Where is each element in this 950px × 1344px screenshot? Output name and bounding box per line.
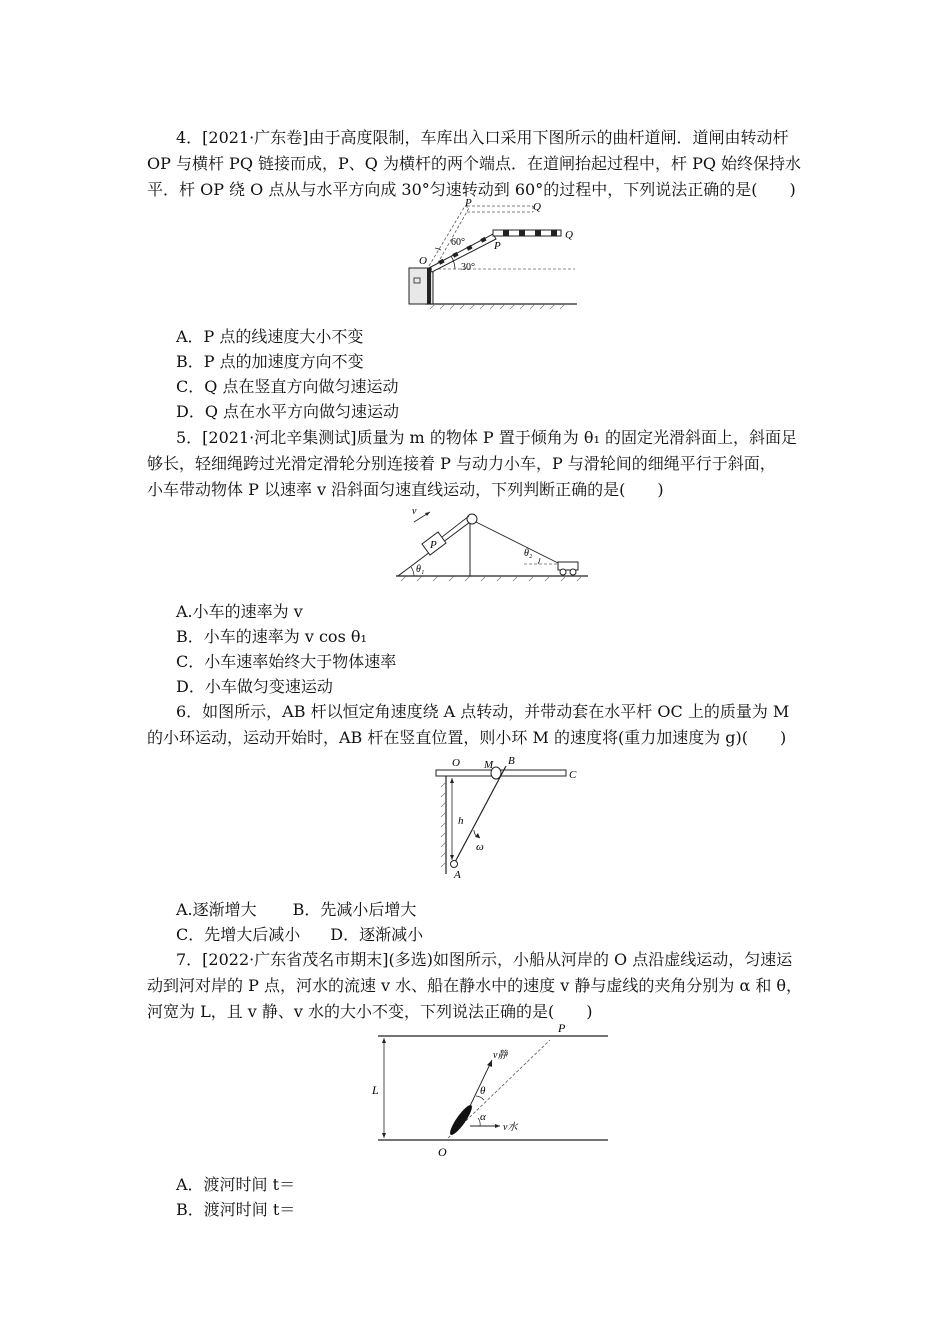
q4-gate-figure: [405, 198, 580, 310]
q6-options-row-2: [176, 923, 836, 947]
q5-option-b: B．小车的速率为 v cos θ₁: [176, 627, 367, 646]
q6-ring-figure: [432, 752, 584, 880]
q7-label-l: L: [372, 1083, 379, 1097]
q7-label-alpha: α: [480, 1111, 486, 1123]
q6-label-b: B: [508, 755, 515, 767]
q5-option-a: A.小车的速率为 v: [176, 602, 303, 621]
q6-option-d: D．逐渐减小: [330, 925, 424, 944]
q7-text-line-3: 河宽为 L，且 v 静、v 水的大小不变，下列说法正确的是( ): [147, 1002, 593, 1021]
q6-label-c: C: [569, 769, 577, 781]
q6-label-a: A: [454, 869, 461, 880]
q6-option-a: A.逐渐增大: [176, 900, 257, 919]
q6-option-b: B．先减小后增大: [292, 900, 417, 919]
q4-option-c: C．Q 点在竖直方向做匀速运动: [176, 377, 399, 396]
q5-option-d: D．小车做匀变速运动: [176, 677, 333, 696]
q7-option-b: B．渡河时间 t＝: [176, 1200, 296, 1219]
q7-river-figure: [372, 1022, 612, 1160]
q7-label-o: O: [438, 1145, 447, 1159]
q6-label-m: M: [484, 759, 494, 771]
q7-text-line-2: 动到河对岸的 P 点，河水的流速 v 水、船在静水中的速度 v 静与虚线的夹角分别为 α 和 θ，: [147, 976, 803, 995]
q5-label-v: v: [412, 506, 417, 517]
q5-label-theta2: θ₂: [524, 548, 533, 559]
q6-label-omega: ω: [476, 841, 484, 853]
q7-label-v-jing: v静: [493, 1050, 508, 1061]
q7-label-p: P: [558, 1022, 566, 1035]
q6-text-line-2: 的小环运动，运动开始时，AB 杆在竖直位置，则小环 M 的速度将(重力加速度为 g)( ): [147, 728, 787, 747]
q4-label-q-lower: Q: [565, 229, 573, 241]
q6-text-line-1: 6．如图所示，AB 杆以恒定角速度绕 A 点转动，并带动套在水平杆 OC 上的质量为 M: [176, 702, 790, 721]
q4-option-a: A．P 点的线速度大小不变: [176, 327, 364, 346]
q4-text-line-2: OP 与横杆 PQ 链接而成，P、Q 为横杆的两个端点．在道闸抬起过程中，杆 PQ 始终保持水: [147, 154, 802, 173]
q4-label-60deg: 60°: [451, 237, 465, 248]
q4-text-line-1: 4．[2021·广东卷]由于高度限制，车库出入口采用下图所示的曲杆道闸．道闸由转动杆: [176, 128, 789, 147]
q5-incline-figure: [392, 502, 592, 582]
q5-text-line-1: 5．[2021·河北辛集测试]质量为 m 的物体 P 置于倾角为 θ₁ 的固定光滑斜面上，斜面足: [176, 428, 797, 447]
q4-label-p-upper: P: [465, 198, 472, 209]
q4-label-p-lower: P: [494, 240, 501, 252]
q7-option-a: A．渡河时间 t＝: [176, 1175, 296, 1194]
q7-text-line-1: 7．[2022·广东省茂名市期末](多选)如图所示，小船从河岸的 O 点沿虚线运动，匀速运: [176, 950, 793, 969]
q4-option-b: B．P 点的加速度方向不变: [176, 352, 364, 371]
q6-options-row-1: [176, 898, 836, 922]
q4-option-d: D．Q 点在水平方向做匀速运动: [176, 402, 400, 421]
q7-label-theta: θ: [480, 1085, 486, 1097]
q5-option-c: C．小车速率始终大于物体速率: [176, 652, 397, 671]
q7-label-v-shui: v水: [503, 1122, 518, 1133]
q6-label-o: O: [452, 757, 460, 769]
q5-label-p: P: [430, 539, 437, 551]
q4-text-line-3: 平．杆 OP 绕 O 点从与水平方向成 30°匀速转动到 60°的过程中，下列说法正确的是( ): [147, 180, 796, 199]
q4-label-q-upper: Q: [533, 201, 541, 213]
q4-label-30deg: 30°: [461, 262, 475, 273]
q6-label-h: h: [458, 815, 464, 827]
q5-text-line-2: 够长，轻细绳跨过光滑定滑轮分别连接着 P 与动力小车，P 与滑轮间的细绳平行于斜面，: [147, 454, 776, 473]
q5-label-theta1: θ₁: [416, 564, 425, 575]
q6-option-c: C．先增大后减小: [176, 925, 301, 944]
q4-label-o: O: [419, 255, 427, 267]
q5-text-line-3: 小车带动物体 P 以速率 v 沿斜面匀速直线运动，下列判断正确的是( ): [147, 480, 664, 499]
